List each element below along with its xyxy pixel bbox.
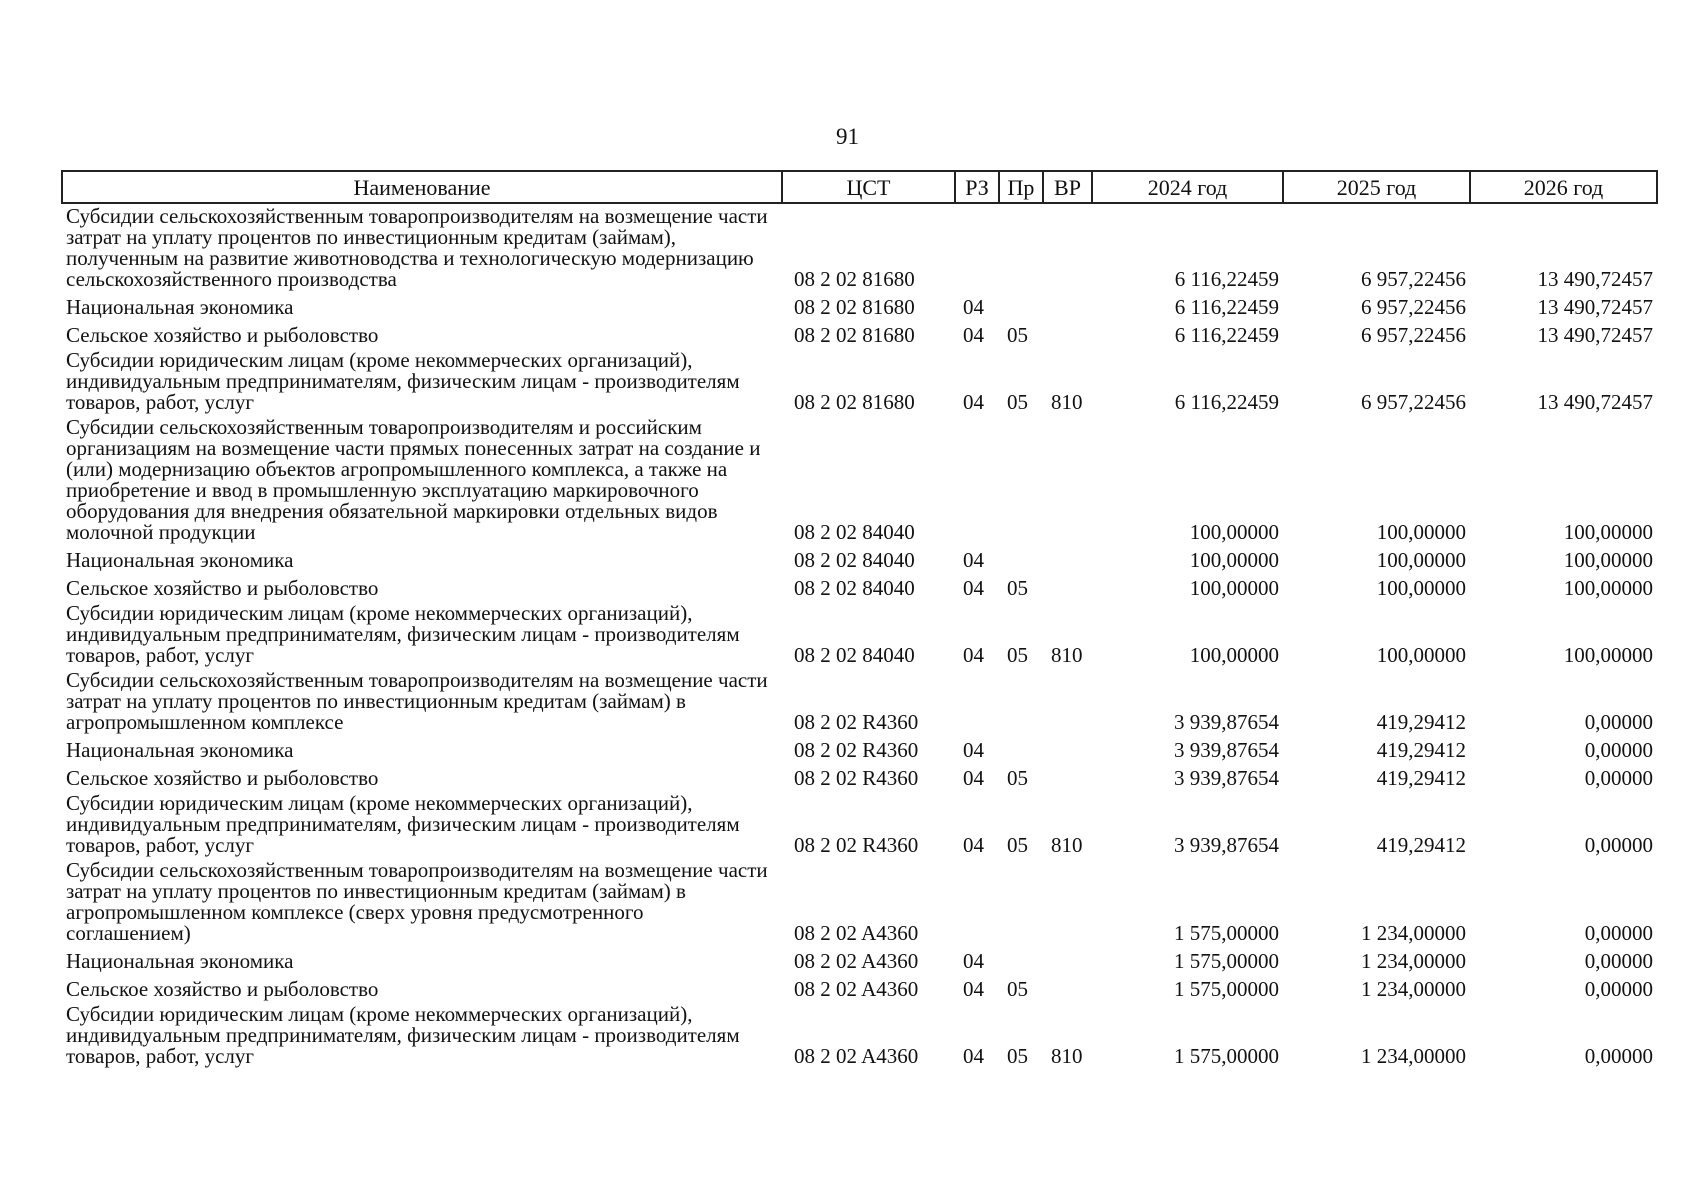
row-rz: 04	[963, 295, 984, 319]
row-pr: 05	[1007, 833, 1028, 857]
row-name: Национальная экономика	[66, 548, 294, 572]
row-2026: 0,00000	[1584, 977, 1653, 1001]
row-pr	[999, 545, 1043, 573]
row-cst: 08 2 02 81680	[794, 295, 915, 319]
row-rz: 04	[963, 833, 984, 857]
row-2026: 100,00000	[1563, 548, 1653, 572]
row-rz: 04	[963, 738, 984, 762]
row-2025: 1 234,00000	[1361, 977, 1466, 1001]
row-2026: 13 490,72457	[1537, 323, 1653, 347]
header-name: Наименование	[62, 171, 782, 203]
table-header	[62, 171, 1657, 203]
row-2025: 1 234,00000	[1361, 1044, 1466, 1068]
row-2025: 419,29412	[1376, 710, 1466, 734]
row-2026: 0,00000	[1584, 949, 1653, 973]
row-cst: 08 2 02 A4360	[794, 1044, 919, 1068]
row-rz: 04	[963, 1044, 984, 1068]
row-vr	[1043, 573, 1092, 601]
row-2024: 1 575,00000	[1174, 949, 1279, 973]
row-rz	[955, 415, 999, 545]
row-2025: 100,00000	[1376, 520, 1466, 544]
table-row	[62, 735, 1657, 763]
row-pr: 05	[1007, 977, 1028, 1001]
row-2026: 100,00000	[1563, 643, 1653, 667]
row-cst: 08 2 02 A4360	[794, 977, 919, 1001]
table-row	[62, 348, 1657, 415]
row-cst: 08 2 02 84040	[794, 643, 915, 667]
row-vr	[1043, 320, 1092, 348]
row-2025: 100,00000	[1376, 643, 1466, 667]
row-name: Субсидии юридическим лицам (кроме некоммерческих организаций), индивидуальным предпринимателям, физическим лицам - производителям товаров, работ, услуг	[66, 348, 740, 414]
row-rz: 04	[963, 766, 984, 790]
table-body	[62, 203, 1657, 1069]
row-2024: 3 939,87654	[1174, 833, 1279, 857]
row-cst: 08 2 02 81680	[794, 323, 915, 347]
row-2024: 1 575,00000	[1174, 921, 1279, 945]
row-2024: 6 116,22459	[1174, 267, 1279, 291]
row-cst: 08 2 02 R4360	[794, 833, 919, 857]
table-row	[62, 415, 1657, 545]
row-2026: 13 490,72457	[1537, 295, 1653, 319]
row-2025: 100,00000	[1376, 548, 1466, 572]
row-vr	[1043, 415, 1092, 545]
row-name: Сельское хозяйство и рыболовство	[66, 766, 379, 790]
row-2026: 0,00000	[1584, 833, 1653, 857]
row-2024: 100,00000	[1189, 548, 1279, 572]
row-name: Субсидии юридическим лицам (кроме некоммерческих организаций), индивидуальным предпринимателям, физическим лицам - производителям товаров, работ, услуг	[66, 601, 740, 667]
row-2024: 3 939,87654	[1174, 766, 1279, 790]
row-2025: 419,29412	[1376, 833, 1466, 857]
row-2025: 6 957,22456	[1361, 267, 1466, 291]
header-vr: ВР	[1043, 171, 1092, 203]
row-name: Национальная экономика	[66, 949, 294, 973]
table-row	[62, 601, 1657, 668]
row-pr	[999, 668, 1043, 735]
row-2026: 13 490,72457	[1537, 267, 1653, 291]
row-2025: 6 957,22456	[1361, 390, 1466, 414]
row-2025: 6 957,22456	[1361, 295, 1466, 319]
row-name: Субсидии сельскохозяйственным товаропроизводителям на возмещение части затрат на уплату процентов по инвестиционным кредитам (займам) в агропромышленном комплексе	[66, 668, 768, 734]
row-pr	[999, 735, 1043, 763]
row-name: Субсидии сельскохозяйственным товаропроизводителям и российским организациям на возмещение части прямых понесенных затрат на создание и (или) модернизацию объектов агропромышленного комплекса, а также на приобретение и ввод в промышленную эксплуатацию маркировочного оборудования для внедрения обязательной маркировки отдельных видов молочной продукции	[66, 415, 761, 544]
table-row	[62, 203, 1657, 292]
table-row	[62, 858, 1657, 946]
row-vr	[1043, 203, 1092, 292]
row-cst: 08 2 02 A4360	[794, 921, 919, 945]
row-vr: 810	[1051, 1044, 1083, 1068]
page-number: 91	[836, 124, 859, 149]
row-cst: 08 2 02 81680	[794, 390, 915, 414]
row-2026: 0,00000	[1584, 1044, 1653, 1068]
row-name: Национальная экономика	[66, 295, 294, 319]
row-rz: 04	[963, 323, 984, 347]
row-rz: 04	[963, 548, 984, 572]
row-2026: 100,00000	[1563, 576, 1653, 600]
row-vr	[1043, 545, 1092, 573]
row-2026: 13 490,72457	[1537, 390, 1653, 414]
row-name: Национальная экономика	[66, 738, 294, 762]
row-pr	[999, 203, 1043, 292]
row-rz: 04	[963, 576, 984, 600]
row-cst: 08 2 02 R4360	[794, 710, 919, 734]
row-2026: 0,00000	[1584, 921, 1653, 945]
row-2026: 100,00000	[1563, 520, 1653, 544]
row-2024: 6 116,22459	[1174, 390, 1279, 414]
row-2025: 419,29412	[1376, 766, 1466, 790]
row-pr: 05	[1007, 390, 1028, 414]
row-2024: 100,00000	[1189, 520, 1279, 544]
table-row	[62, 292, 1657, 320]
row-2024: 6 116,22459	[1174, 323, 1279, 347]
row-cst: 08 2 02 84040	[794, 576, 915, 600]
row-2024: 100,00000	[1189, 643, 1279, 667]
row-cst: 08 2 02 84040	[794, 548, 915, 572]
header-2026: 2026 год	[1470, 171, 1657, 203]
row-pr: 05	[1007, 643, 1028, 667]
budget-table	[61, 170, 1658, 1069]
row-rz: 04	[963, 390, 984, 414]
row-pr	[999, 946, 1043, 974]
row-vr	[1043, 292, 1092, 320]
row-cst: 08 2 02 84040	[794, 520, 915, 544]
row-cst: 08 2 02 R4360	[794, 738, 919, 762]
table-row	[62, 320, 1657, 348]
header-row	[62, 171, 1657, 203]
row-pr	[999, 858, 1043, 946]
row-vr	[1043, 668, 1092, 735]
row-2024: 6 116,22459	[1174, 295, 1279, 319]
row-vr	[1043, 974, 1092, 1002]
row-rz	[955, 858, 999, 946]
row-vr: 810	[1051, 833, 1083, 857]
header-pr: Пр	[999, 171, 1043, 203]
row-pr: 05	[1007, 323, 1028, 347]
row-2024: 3 939,87654	[1174, 738, 1279, 762]
row-name: Субсидии сельскохозяйственным товаропроизводителям на возмещение части затрат на уплату процентов по инвестиционным кредитам (займам), полученным на развитие животноводства и технологическую модернизацию сельскохозяйственного производства	[66, 204, 768, 291]
row-pr: 05	[1007, 576, 1028, 600]
row-vr: 810	[1051, 390, 1083, 414]
row-2025: 419,29412	[1376, 738, 1466, 762]
row-2024: 1 575,00000	[1174, 977, 1279, 1001]
table-row	[62, 573, 1657, 601]
row-name: Сельское хозяйство и рыболовство	[66, 323, 379, 347]
table-row	[62, 974, 1657, 1002]
table-row	[62, 545, 1657, 573]
row-vr	[1043, 858, 1092, 946]
row-name: Субсидии сельскохозяйственным товаропроизводителям на возмещение части затрат на уплату процентов по инвестиционным кредитам (займам) в агропромышленном комплексе (сверх уровня предусмотренного соглашением)	[66, 858, 768, 945]
table-row	[62, 763, 1657, 791]
table-row	[62, 946, 1657, 974]
table-row	[62, 668, 1657, 735]
row-2026: 0,00000	[1584, 766, 1653, 790]
row-vr	[1043, 946, 1092, 974]
row-cst: 08 2 02 A4360	[794, 949, 919, 973]
row-vr	[1043, 763, 1092, 791]
row-2025: 6 957,22456	[1361, 323, 1466, 347]
row-pr: 05	[1007, 766, 1028, 790]
row-rz: 04	[963, 949, 984, 973]
row-rz: 04	[963, 643, 984, 667]
table-row	[62, 791, 1657, 858]
header-2025: 2025 год	[1283, 171, 1470, 203]
row-name: Сельское хозяйство и рыболовство	[66, 576, 379, 600]
header-cst: ЦСТ	[782, 171, 955, 203]
row-rz	[955, 203, 999, 292]
row-cst: 08 2 02 R4360	[794, 766, 919, 790]
row-2024: 3 939,87654	[1174, 710, 1279, 734]
row-2025: 1 234,00000	[1361, 949, 1466, 973]
row-pr: 05	[1007, 1044, 1028, 1068]
row-2025: 1 234,00000	[1361, 921, 1466, 945]
row-2024: 1 575,00000	[1174, 1044, 1279, 1068]
row-name: Субсидии юридическим лицам (кроме некоммерческих организаций), индивидуальным предпринимателям, физическим лицам - производителям товаров, работ, услуг	[66, 791, 740, 857]
header-rz: РЗ	[955, 171, 999, 203]
row-pr	[999, 292, 1043, 320]
row-pr	[999, 415, 1043, 545]
row-vr	[1043, 735, 1092, 763]
row-cst: 08 2 02 81680	[794, 267, 915, 291]
header-2024: 2024 год	[1092, 171, 1283, 203]
row-name: Субсидии юридическим лицам (кроме некоммерческих организаций), индивидуальным предпринимателям, физическим лицам - производителям товаров, работ, услуг	[66, 1002, 740, 1068]
row-2026: 0,00000	[1584, 738, 1653, 762]
row-2025: 100,00000	[1376, 576, 1466, 600]
table-row	[62, 1002, 1657, 1069]
row-rz: 04	[963, 977, 984, 1001]
row-rz	[955, 668, 999, 735]
row-name: Сельское хозяйство и рыболовство	[66, 977, 379, 1001]
row-2024: 100,00000	[1189, 576, 1279, 600]
row-vr: 810	[1051, 643, 1083, 667]
row-2026: 0,00000	[1584, 710, 1653, 734]
